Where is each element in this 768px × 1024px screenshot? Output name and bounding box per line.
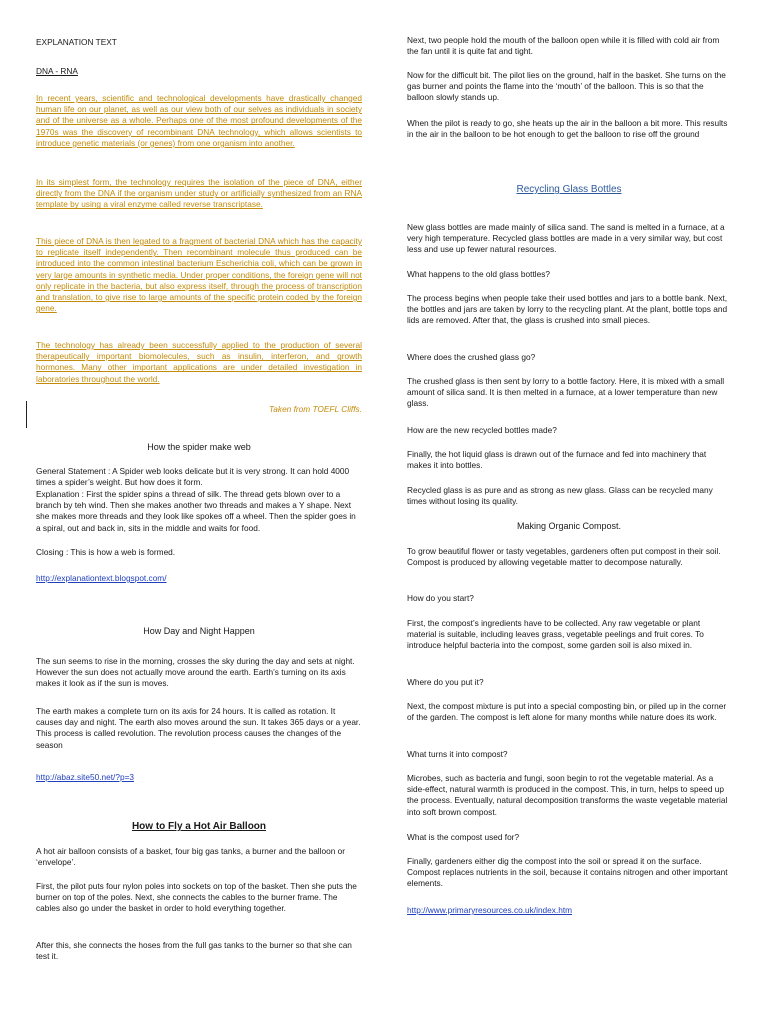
compost-heading: Making Organic Compost. [516,521,622,531]
compost-question-1: How do you start? [407,593,474,603]
dna-paragraph-2: In its simplest form, the technology requires the isolation of the piece of DNA, either directly from the DNA if the organism under study or artificially synthesized from an RNA template by using a viral enzyme called reverse transcriptase. [36,177,362,210]
document-title: EXPLANATION TEXT [36,37,117,47]
glass-question-3: How are the new recycled bottles made? [407,425,557,435]
compost-question-3: What turns it into compost? [407,749,508,759]
daynight-paragraph-2: The earth makes a complete turn on its axis for 24 hours. It is called as rotation. It causes day and night. The earth also moves around the sun. It takes 365 days or a year. This process is called revolution. The revolution process causes the changes of the season [36,706,361,750]
compost-paragraph-1: To grow beautiful flower or tasty vegetables, gardeners often put compost in their soil. Compost is produced by allowing vegetable matter to decompose naturally. [407,546,721,568]
balloon-paragraph-5: Now for the difficult bit. The pilot lies on the ground, half in the basket. She turns on the gas burner and points the flame into the ‘mouth’ of the balloon. This is so that the balloon slowly stands up. [407,70,726,103]
daynight-paragraph-1: The sun seems to rise in the morning, crosses the sky during the day and sets at night. However the sun does not actually move around the earth. Earth’s turning on its axis makes it look as if the sun is moves. [36,656,355,689]
glass-paragraph-2: The process begins when people take their used bottles and jars to a bottle bank. Next, the bottles and jars are taken by lorry to the recycling plant. At the plant, bottle tops and lids are removed. After that, the glass is crushed into small pieces. [407,293,728,326]
balloon-heading: How to Fly a Hot Air Balloon [131,821,267,832]
balloon-paragraph-6: When the pilot is ready to go, she heats up the air in the balloon a bit more. This results in the air in the balloon to be hot enough to get the balloon to rise off the ground [407,118,728,140]
glass-paragraph-3: The crushed glass is then sent by lorry to a bottle factory. Here, it is mixed with a small amount of silica sand. It is then melted in a furnace, at a lower temperature than new glass. [407,376,725,409]
balloon-paragraph-1: A hot air balloon consists of a basket, four big gas tanks, a burner and the balloon or ‘envelope’. [36,846,346,868]
compost-paragraph-3: Next, the compost mixture is put into a special composting bin, or piled up in the corner of the garden. The compost is left alone for many months while nature does its work. [407,701,727,723]
balloon-paragraph-3: After this, she connects the hoses from the full gas tanks to the burner so that she can test it. [36,940,352,962]
daynight-source-link[interactable]: http://abaz.site50.net/?p=3 [36,772,135,782]
dna-paragraph-1: In recent years, scientific and technological developments have drastically changed human life on our planet, as well as our view both of our selves as individuals in society and of the universe as a whole. Perhaps one of the most profound developments of the 1970s was the discovery of recombinant DNA technology, which allows scientists to introduce genetic materials (or genes) from one organism into another. [36,93,362,148]
balloon-paragraph-4: Next, two people hold the mouth of the balloon open while it is filled with cold air from the fan until it is quite fat and tight. [407,35,720,57]
text-cursor [26,401,27,428]
glass-question-2: Where does the crushed glass go? [407,352,536,362]
dna-source: Taken from TOEFL Cliffs. [269,404,362,414]
glass-paragraph-4: Finally, the hot liquid glass is drawn out of the furnace and fed into machinery that makes it into bottles. [407,449,707,471]
dna-paragraph-4: The technology has already been successfully applied to the production of several therapeutically important biomolecules, such as insulin, interferon, and growth hormones. Many other important applications are under detailed investigation in laboratories throughout the world. [36,340,362,384]
compost-question-4: What is the compost used for? [407,832,520,842]
compost-paragraph-2: First, the compost’s ingredients have to be collected. Any raw vegetable or plant material is suitable, including leaves grass, vegetable peelings and fruit cores. To introduce helpful bacteria into the compost, some garden soil is also mixed in. [407,618,704,651]
dna-paragraph-3: This piece of DNA is then legated to a fragment of bacterial DNA which has the capacity to replicate itself independently. Then recombinant molecule thus produced can be introduced into the common intestinal bacterium Escherichia coli, which can be grown in very large amounts in synthetic media. Under proper conditions, the foreign gene will not only replicate in the bacteria, but also express itself, through the process of transcription and translation, to give rise to large amounts of the specific protein coded by the foreign gene. [36,236,362,314]
glass-paragraph-5: Recycled glass is as pure and as strong as new glass. Glass can be recycled many times without losing its quality. [407,485,713,507]
glass-question-1: What happens to the old glass bottles? [407,269,550,279]
spider-closing: Closing : This is how a web is formed. [36,547,176,557]
spider-source-link[interactable]: http://explanationtext.blogspot.com/ [36,573,167,583]
spider-explanation: Explanation : First the spider spins a thread of silk. The thread gets blown over to a branch by teh wind. Then she makes another two threads and makes a Y shape. Next she makes more threads and they look like spokes off a wheel. Then the spider goes in a spiral, out and back in, sits in the middle and waits for food. [36,489,356,533]
compost-paragraph-5: Finally, gardeners either dig the compost into the soil or spread it on the surface. Compost replaces nutrients in the soil, because it contains nitrogen and other important elements. [407,856,728,889]
compost-question-2: Where do you put it? [407,677,484,687]
daynight-heading: How Day and Night Happen [143,626,255,636]
spider-general-statement: General Statement : A Spider web looks delicate but it is very strong. It can hold 4000 times a spider’s weight. But how does it form. [36,466,350,488]
balloon-paragraph-2: First, the pilot puts four nylon poles into sockets on top of the basket. Then she puts the burner on top of the poles. Next, she connects the cables to the burner frame. The cables also go under the basket in order to hold everything together. [36,881,357,914]
section-subtitle: DNA - RNA [36,66,78,76]
glass-paragraph-1: New glass bottles are made mainly of silica sand. The sand is melted in a furnace, at a very high temperature. Recycled glass bottles are made in a very similar way, but cost less and use up fewer natural resources. [407,222,725,255]
compost-paragraph-4: Microbes, such as bacteria and fungi, soon begin to rot the vegetable material. As a side-effect, natural warmth is produced in the compost. This, in turn, helps to speed up the process. Eventually, natural decomposition transforms the waste vegetable material into soft brown compost. [407,773,728,817]
spider-heading: How the spider make web [147,442,251,452]
glass-heading: Recycling Glass Bottles [516,184,622,195]
compost-source-link[interactable]: http://www.primaryresources.co.uk/index.htm [407,905,573,915]
